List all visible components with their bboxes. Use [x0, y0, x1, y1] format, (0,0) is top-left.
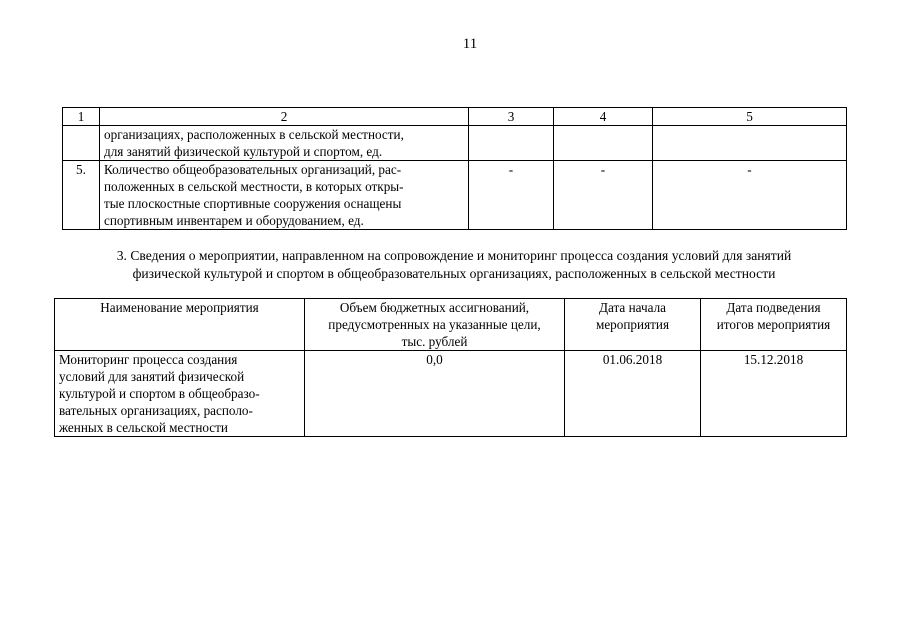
header-cell: 5 [653, 108, 847, 126]
start-date: 01.06.2018 [565, 351, 701, 437]
table-row [63, 161, 847, 230]
value-cell [469, 126, 554, 161]
event-table [54, 298, 847, 437]
end-date: 15.12.2018 [701, 351, 847, 437]
row-number: 5. [63, 161, 100, 230]
page-number: 11 [462, 36, 478, 52]
header-cell: 1 [63, 108, 100, 126]
event-name: Мониторинг процесса создания условий для занятий физической культурой и спортом в общеобразо- вательных организациях, располо- женных в сельской местности [55, 351, 305, 437]
table-header-row [55, 299, 847, 351]
header-cell: 2 [100, 108, 469, 126]
table-row [55, 351, 847, 437]
value-cell: - [469, 161, 554, 230]
row-number [63, 126, 100, 161]
header-cell: 3 [469, 108, 554, 126]
header-end-date: Дата подведения итогов мероприятия [701, 299, 847, 351]
value-cell [653, 126, 847, 161]
table-row [63, 126, 847, 161]
indicators-table [62, 107, 847, 230]
header-event-name: Наименование мероприятия [55, 299, 305, 351]
section-heading: 3. Сведения о мероприятии, направленном на сопровождение и мониторинг процесса создания условий для занятий физической культурой и спортом в общеобразовательных организациях, расположенных в сельской местности [116, 248, 792, 281]
value-cell [554, 126, 653, 161]
indicator-text: Количество общеобразовательных организаций, рас- положенных в сельской местности, в которых откры- тые плоскостные спортивные сооружения оснащены спортивным инвентарем и оборудованием, ед. [100, 161, 469, 230]
header-cell: 4 [554, 108, 653, 126]
table-header-row [63, 108, 847, 126]
header-start-date: Дата начала мероприятия [565, 299, 701, 351]
budget-value: 0,0 [305, 351, 565, 437]
header-budget: Объем бюджетных ассигнований, предусмотренных на указанные цели, тыс. рублей [305, 299, 565, 351]
value-cell: - [653, 161, 847, 230]
value-cell: - [554, 161, 653, 230]
indicator-text: организациях, расположенных в сельской местности, для занятий физической культурой и спортом, ед. [100, 126, 469, 161]
